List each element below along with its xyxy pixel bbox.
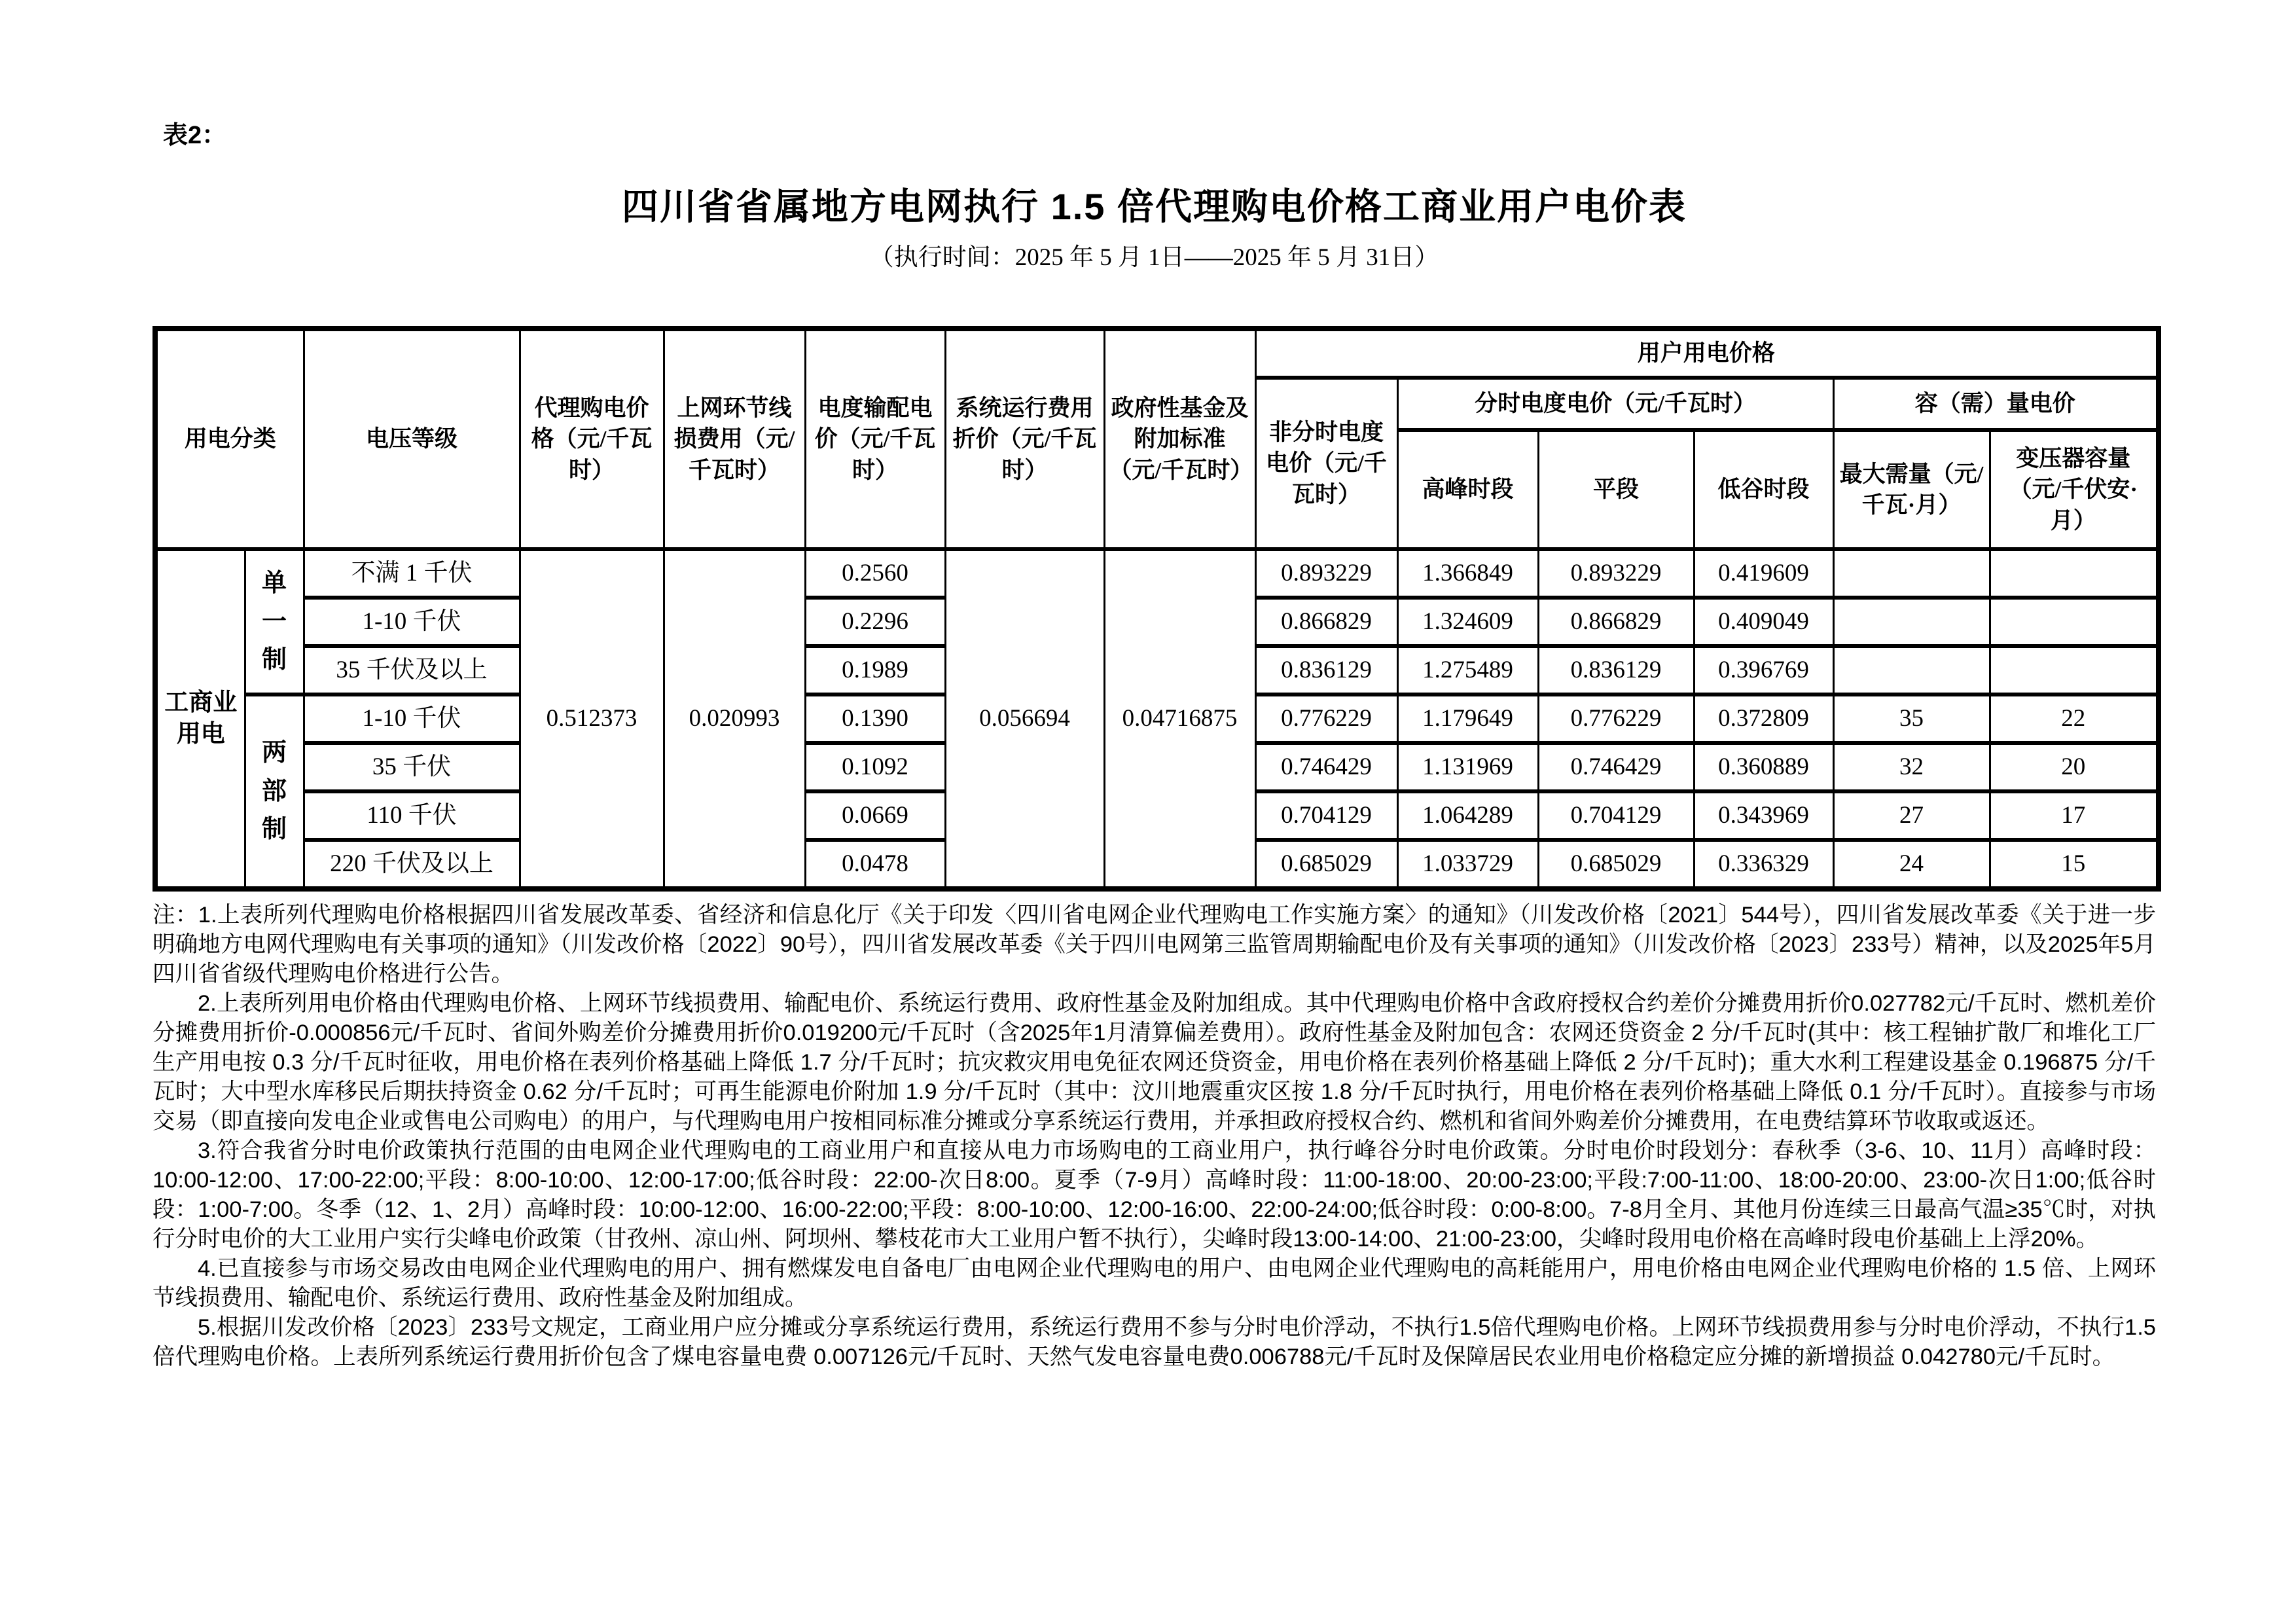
max-demand-cell: 24 [1833, 840, 1990, 889]
voltage-cell: 220 千伏及以上 [304, 840, 520, 889]
transmission-price-cell: 0.2296 [805, 598, 945, 646]
valley-price-cell: 0.396769 [1694, 646, 1833, 695]
note-5: 5.根据川发改价格〔2023〕233号文规定，工商业用户应分摊或分享系统运行费用，系统运行费用不参与分时电价浮动，不执行1.5倍代理购电价格。上网环节线损费用参与分时电价浮动，不执行1.5倍代理购电价格。上表所列系统运行费用折价包含了煤电容量电费 0.007126元/千瓦时、天然气发电容量电费0.006788元/千瓦时及保障居民农业用电价格稳定应分摊的新增损益 0.042780元/千瓦时。 [152, 1315, 2156, 1369]
header-gov-funds: 政府性基金及附加标准（元/千瓦时） [1104, 329, 1255, 549]
header-agent-price: 代理购电价格（元/千瓦时） [520, 329, 664, 549]
header-max-demand: 最大需量（元/千瓦·月） [1833, 430, 1990, 549]
grid-loss-fee-cell: 0.020993 [664, 549, 805, 889]
flat-total-price-cell: 0.776229 [1255, 695, 1397, 743]
transformer-capacity-cell [1990, 549, 2159, 598]
header-grid-loss-fee: 上网环节线损费用（元/千瓦时） [664, 329, 805, 549]
mid-price-cell: 0.836129 [1538, 646, 1694, 695]
voltage-cell: 1-10 千伏 [304, 695, 520, 743]
price-table [152, 326, 2161, 892]
system-type-cell [245, 695, 304, 889]
transformer-capacity-cell: 22 [1990, 695, 2159, 743]
table-row [155, 549, 2159, 598]
header-flat-total-price: 非分时电度电价（元/千瓦时） [1255, 378, 1397, 549]
header-capacity-group: 容（需）量电价 [1833, 378, 2159, 430]
note-4: 4.已直接参与市场交易改由电网企业代理购电的用户、拥有燃煤发电自备电厂由电网企业代理购电的用户、由电网企业代理购电的高耗能用户，用电价格由电网企业代理购电价格的 1.5 倍、上网环节线损费用、输配电价、系统运行费用、政府性基金及附加组成。 [152, 1256, 2156, 1310]
peak-price-cell: 1.324609 [1397, 598, 1538, 646]
header-usage-category: 用电分类 [155, 329, 304, 549]
system-operation-fee-cell: 0.056694 [945, 549, 1104, 889]
voltage-cell: 1-10 千伏 [304, 598, 520, 646]
mid-price-cell: 0.685029 [1538, 840, 1694, 889]
transformer-capacity-cell: 17 [1990, 791, 2159, 840]
max-demand-cell: 27 [1833, 791, 1990, 840]
header-voltage-level: 电压等级 [304, 329, 520, 549]
usage-category-cell: 工商业用电 [155, 549, 245, 889]
header-tou-price-group: 分时电度电价（元/千瓦时） [1397, 378, 1833, 430]
peak-price-cell: 1.131969 [1397, 743, 1538, 791]
header-user-price-group: 用户用电价格 [1255, 329, 2159, 378]
agent-price-cell: 0.512373 [520, 549, 664, 889]
header-system-operation-fee: 系统运行费用折价（元/千瓦时） [945, 329, 1104, 549]
transmission-price-cell: 0.1092 [805, 743, 945, 791]
peak-price-cell: 1.064289 [1397, 791, 1538, 840]
mid-price-cell: 0.704129 [1538, 791, 1694, 840]
flat-total-price-cell: 0.893229 [1255, 549, 1397, 598]
page-subtitle: （执行时间：2025 年 5 月 1日——2025 年 5 月 31日） [869, 244, 1439, 271]
note-2: 2.上表所列用电价格由代理购电价格、上网环节线损费用、输配电价、系统运行费用、政府性基金及附加组成。其中代理购电价格中含政府授权合约差价分摊费用折价0.027782元/千瓦时、燃机差价分摊费用折价-0.000856元/千瓦时、省间外购差价分摊费用折价0.019200元/千瓦时（含2025年1月清算偏差费用）。政府性基金及附加包含：农网还贷资金 2 分/千瓦时(其中：核工程铀扩散厂和堆化工厂生产用电按 0.3 分/千瓦时征收，用电价格在表列价格基础上降低 1.7 分/千瓦时；抗灾救灾用电免征农网还贷资金，用电价格在表列价格基础上降低 2 分/千瓦时)；重大水利工程建设基金 0.196875 分/千瓦时；大中型水库移民后期扶持资金 0.62 分/千瓦时；可再生能源电价附加 1.9 分/千瓦时（其中：汶川地震重灾区按 1.8 分/千瓦时执行，用电价格在表列价格基础上降低 0.1 分/千瓦时）。直接参与市场交易（即直接向发电企业或售电公司购电）的用户，与代理购电用户按相同标准分摊或分享系统运行费用，并承担政府授权合约、燃机和省间外购差价分摊费用，在电费结算环节收取或返还。 [152, 991, 2156, 1134]
max-demand-cell: 32 [1833, 743, 1990, 791]
voltage-cell: 不满 1 千伏 [304, 549, 520, 598]
note-3: 3.符合我省分时电价政策执行范围的由电网企业代理购电的工商业用户和直接从电力市场购电的工商业用户，执行峰谷分时电价政策。分时电价时段划分：春秋季（3-6、10、11月）高峰时段：10:00-12:00、17:00-22:00;平段：8:00-10:00、12:00-17:00;低谷时段：22:00-次日8:00。夏季（7-9月）高峰时段：11:00-18:00、20:00-23:00;平段:7:00-11:00、18:00-20:00、23:00-次日1:00;低谷时段：1:00-7:00。冬季（12、1、2月）高峰时段：10:00-12:00、16:00-22:00;平段：8:00-10:00、12:00-16:00、22:00-24:00;低谷时段：0:00-8:00。7-8月全月、其他月份连续三日最高气温≥35℃时，对执行分时电价的大工业用户实行尖峰电价政策（甘孜州、凉山州、阿坝州、攀枝花市大工业用户暂不执行），尖峰时段13:00-14:00、21:00-23:00，尖峰时段用电价格在高峰时段电价基础上上浮20%。 [152, 1138, 2156, 1252]
header-valley: 低谷时段 [1694, 430, 1833, 549]
transformer-capacity-cell [1990, 646, 2159, 695]
voltage-cell: 35 千伏及以上 [304, 646, 520, 695]
max-demand-cell [1833, 549, 1990, 598]
transmission-price-cell: 0.0669 [805, 791, 945, 840]
max-demand-cell [1833, 646, 1990, 695]
peak-price-cell: 1.179649 [1397, 695, 1538, 743]
voltage-cell: 35 千伏 [304, 743, 520, 791]
transmission-price-cell: 0.1390 [805, 695, 945, 743]
system-type-label: 两部制 [261, 738, 287, 844]
transformer-capacity-cell: 20 [1990, 743, 2159, 791]
system-type-label: 单一制 [261, 569, 287, 674]
flat-total-price-cell: 0.746429 [1255, 743, 1397, 791]
transmission-price-cell: 0.1989 [805, 646, 945, 695]
system-type-cell [245, 549, 304, 695]
header-peak: 高峰时段 [1397, 430, 1538, 549]
valley-price-cell: 0.372809 [1694, 695, 1833, 743]
gov-funds-cell: 0.04716875 [1104, 549, 1255, 889]
peak-price-cell: 1.033729 [1397, 840, 1538, 889]
mid-price-cell: 0.866829 [1538, 598, 1694, 646]
table-label: 表2： [163, 122, 227, 149]
flat-total-price-cell: 0.836129 [1255, 646, 1397, 695]
transmission-price-cell: 0.0478 [805, 840, 945, 889]
notes-section [152, 901, 2156, 1372]
mid-price-cell: 0.746429 [1538, 743, 1694, 791]
mid-price-cell: 0.776229 [1538, 695, 1694, 743]
valley-price-cell: 0.343969 [1694, 791, 1833, 840]
flat-total-price-cell: 0.685029 [1255, 840, 1397, 889]
flat-total-price-cell: 0.704129 [1255, 791, 1397, 840]
peak-price-cell: 1.275489 [1397, 646, 1538, 695]
header-mid: 平段 [1538, 430, 1694, 549]
voltage-cell: 110 千伏 [304, 791, 520, 840]
flat-total-price-cell: 0.866829 [1255, 598, 1397, 646]
peak-price-cell: 1.366849 [1397, 549, 1538, 598]
transmission-price-cell: 0.2560 [805, 549, 945, 598]
transformer-capacity-cell [1990, 598, 2159, 646]
header-transformer-capacity: 变压器容量（元/千伏安·月） [1990, 430, 2159, 549]
header-transmission-price: 电度输配电价（元/千瓦时） [805, 329, 945, 549]
transformer-capacity-cell: 15 [1990, 840, 2159, 889]
max-demand-cell [1833, 598, 1990, 646]
valley-price-cell: 0.336329 [1694, 840, 1833, 889]
valley-price-cell: 0.419609 [1694, 549, 1833, 598]
valley-price-cell: 0.409049 [1694, 598, 1833, 646]
mid-price-cell: 0.893229 [1538, 549, 1694, 598]
valley-price-cell: 0.360889 [1694, 743, 1833, 791]
page-title: 四川省省属地方电网执行 1.5 倍代理购电价格工商业用户电价表 [622, 186, 1687, 227]
note-1: 注：1.上表所列代理购电价格根据四川省发展改革委、省经济和信息化厅《关于印发〈四川省电网企业代理购电工作实施方案〉的通知》（川发改价格〔2021〕544号），四川省发展改革委《关于进一步明确地方电网代理购电有关事项的通知》（川发改价格〔2022〕90号），四川省发展改革委《关于四川电网第三监管周期输配电价及有关事项的通知》（川发改价格〔2023〕233号）精神，以及2025年5月四川省省级代理购电价格进行公告。 [152, 903, 2156, 986]
max-demand-cell: 35 [1833, 695, 1990, 743]
